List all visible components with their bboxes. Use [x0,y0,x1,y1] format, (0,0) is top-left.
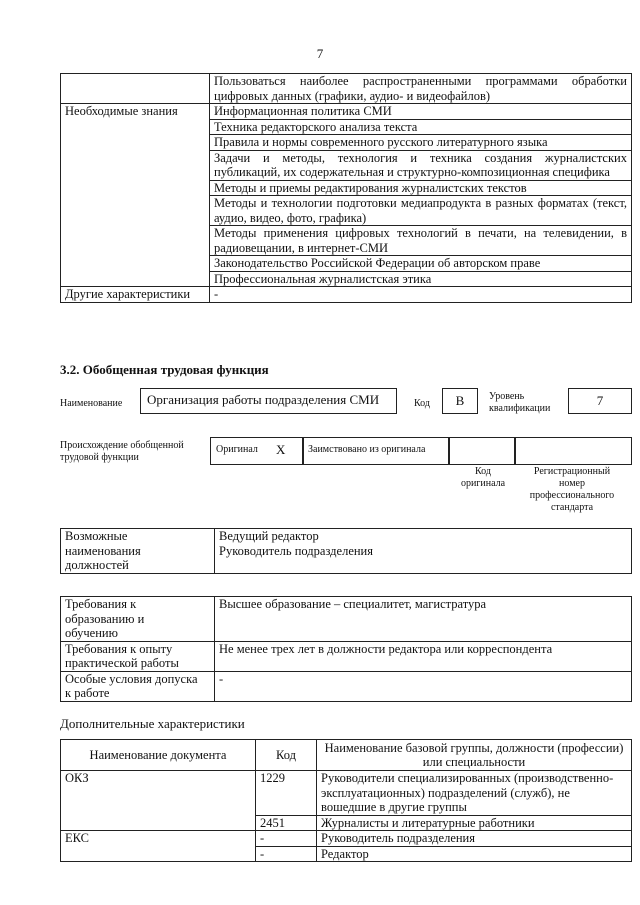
group-name-cell: Руководитель подразделения [317,831,632,847]
knowledge-item: Методы применения цифровых технологий в печати, на телевидении, в радиовещании, в интернет-СМИ [210,226,632,256]
code-original-box [448,437,516,465]
knowledge-item: Законодательство Российской Федерации об авторском праве [210,256,632,272]
knowledge-label: Необходимые знания [61,104,210,287]
knowledge-item: Профессиональная журналистская этика [210,271,632,287]
other-value: - [210,287,632,303]
level-label-1: Уровень [489,391,525,402]
reg-number-caption [514,466,630,514]
page-number: 7 [316,46,324,61]
admission-value: - [215,671,632,701]
reg-number-box [514,437,632,465]
education-label-2: образованию и [65,611,145,626]
level-label-2: квалификации [489,403,551,414]
level-value: 7 [596,393,604,408]
doc-cell: ЕКС [61,831,256,862]
header-document: Наименование документа [61,740,256,771]
admission-label [61,671,215,701]
code-cell: - [256,831,317,847]
education-label [61,597,215,642]
knowledge-table [60,73,632,303]
position-item: Ведущий редактор [219,529,319,543]
original-mark: X [276,442,286,457]
group-name-cell: Редактор [317,846,632,862]
positions-label [61,529,215,574]
skills-continuation: Пользоваться наиболее распространенными программами обработки цифровых данных (графики, аудио- и видеофайлов) [210,74,632,104]
origin-label-2: трудовой функции [60,452,139,463]
knowledge-item: Задачи и методы, технология и техника создания журналистских публикаций, их содержательная и структурно-композиционная специфика [210,150,632,180]
code-original-caption-2: оригинала [460,478,506,489]
knowledge-item: Информационная политика СМИ [210,104,632,120]
education-label-3: обучению [65,626,118,640]
code-cell: 2451 [256,815,317,831]
knowledge-item: Техника редакторского анализа текста [210,119,632,135]
positions-label-2: наименования [65,543,141,558]
code-cell: - [256,846,317,862]
education-label-1: Требования к [65,597,137,611]
level-box [568,388,632,414]
positions-label-1: Возможные [65,529,128,543]
empty-cell [61,74,210,104]
group-name-cell: Руководители специализированных (производственно-эксплуатационных) подразделений (служб), не вошедшие в другие группы [317,771,632,816]
additional-title: Дополнительные характеристики [60,716,245,731]
group-name-cell: Журналисты и литературные работники [317,815,632,831]
admission-label-1: Особые условия допуска [65,671,198,686]
section-title: 3.2. Обобщенная трудовая функция [60,362,269,377]
other-label: Другие характеристики [61,287,210,303]
name-value: Организация работы подразделения СМИ [147,392,380,407]
experience-label [61,641,215,671]
knowledge-item: Правила и нормы современного русского литературного языка [210,135,632,151]
doc-cell: ОКЗ [61,771,256,831]
reg-caption-2: номер [559,478,585,489]
borrowed-label: Заимствовано из оригинала [308,444,426,455]
origin-label-1: Происхождение обобщенной [60,440,184,451]
position-item: Руководитель подразделения [219,543,373,558]
header-code: Код [256,740,317,771]
code-value: B [455,393,465,408]
code-cell: 1229 [256,771,317,816]
original-label: Оригинал [216,444,258,455]
positions-list [215,529,632,574]
experience-value: Не менее трех лет в должности редактора или корреспондента [215,641,632,671]
reg-caption-4: стандарта [550,502,594,513]
code-label: Код [414,398,430,409]
reg-caption-1: Регистрационный [533,466,611,477]
code-box [442,388,478,414]
reg-caption-3: профессионального [529,490,615,501]
positions-label-3: должностей [65,558,129,572]
education-value: Высшее образование – специалитет, магистратура [215,597,632,642]
positions-table [60,528,632,574]
name-box [140,388,397,414]
additional-table [60,739,632,862]
code-original-caption-1: Код [475,466,491,477]
header-group-name: Наименование базовой группы, должности (профессии) или специальности [317,740,632,771]
experience-label-2: практической работы [65,656,179,670]
knowledge-item: Методы и приемы редактирования журналистских текстов [210,180,632,196]
requirements-table [60,596,632,702]
code-original-caption [448,466,518,490]
experience-label-1: Требования к опыту [65,641,173,656]
admission-label-2: к работе [65,686,110,700]
name-label: Наименование [60,398,123,409]
knowledge-item: Методы и технологии подготовки медиапродукта в разных форматах (текст, аудио, видео, фото, графика) [210,196,632,226]
